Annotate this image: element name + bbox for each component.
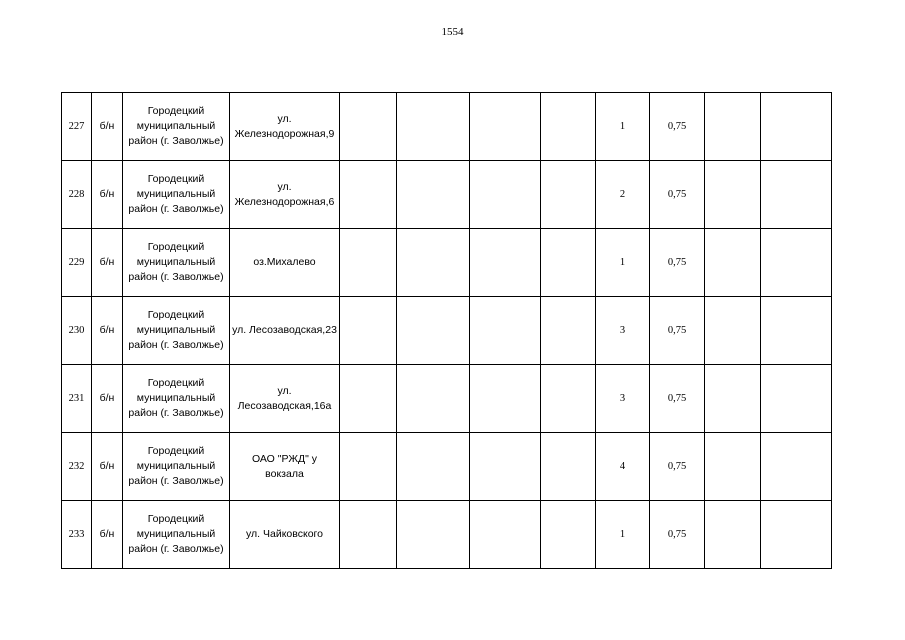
col-8-cell — [541, 297, 596, 365]
col-11-cell — [705, 161, 761, 229]
location-cell: ул. Лесозаводская,23 — [230, 297, 340, 365]
district-cell: Городецкий муниципальный район (г. Заволжье) — [123, 433, 230, 501]
col-5-cell — [340, 93, 397, 161]
volume-cell: 0,75 — [650, 433, 705, 501]
col-8-cell — [541, 93, 596, 161]
col-7-cell — [470, 161, 541, 229]
volume-cell: 0,75 — [650, 161, 705, 229]
count-cell: 3 — [596, 365, 650, 433]
col-7-cell — [470, 501, 541, 569]
cadastral-code-cell: б/н — [92, 433, 123, 501]
volume-cell: 0,75 — [650, 93, 705, 161]
cadastral-code-cell: б/н — [92, 229, 123, 297]
cadastral-code-cell: б/н — [92, 501, 123, 569]
col-6-cell — [397, 93, 470, 161]
cadastral-code-cell: б/н — [92, 365, 123, 433]
row-number-cell: 228 — [62, 161, 92, 229]
count-cell: 1 — [596, 229, 650, 297]
col-12-cell — [761, 501, 832, 569]
col-5-cell — [340, 501, 397, 569]
col-6-cell — [397, 297, 470, 365]
volume-cell: 0,75 — [650, 365, 705, 433]
col-8-cell — [541, 365, 596, 433]
col-12-cell — [761, 161, 832, 229]
col-12-cell — [761, 93, 832, 161]
table-row — [62, 501, 832, 569]
location-cell: ул. Железнодорожная,9 — [230, 93, 340, 161]
row-number-cell: 229 — [62, 229, 92, 297]
col-12-cell — [761, 433, 832, 501]
district-cell: Городецкий муниципальный район (г. Заволжье) — [123, 297, 230, 365]
col-8-cell — [541, 433, 596, 501]
col-5-cell — [340, 161, 397, 229]
location-cell: оз.Михалево — [230, 229, 340, 297]
district-cell: Городецкий муниципальный район (г. Заволжье) — [123, 161, 230, 229]
col-11-cell — [705, 365, 761, 433]
count-cell: 3 — [596, 297, 650, 365]
district-cell: Городецкий муниципальный район (г. Заволжье) — [123, 501, 230, 569]
table-row — [62, 365, 832, 433]
col-7-cell — [470, 297, 541, 365]
row-number-cell: 233 — [62, 501, 92, 569]
registry-table-body — [62, 93, 832, 569]
col-6-cell — [397, 161, 470, 229]
row-number-cell: 231 — [62, 365, 92, 433]
col-11-cell — [705, 229, 761, 297]
col-5-cell — [340, 365, 397, 433]
volume-cell: 0,75 — [650, 297, 705, 365]
col-11-cell — [705, 93, 761, 161]
col-5-cell — [340, 297, 397, 365]
col-7-cell — [470, 365, 541, 433]
count-cell: 1 — [596, 501, 650, 569]
count-cell: 2 — [596, 161, 650, 229]
row-number-cell: 230 — [62, 297, 92, 365]
col-12-cell — [761, 229, 832, 297]
count-cell: 4 — [596, 433, 650, 501]
col-8-cell — [541, 501, 596, 569]
col-8-cell — [541, 229, 596, 297]
volume-cell: 0,75 — [650, 229, 705, 297]
district-cell: Городецкий муниципальный район (г. Заволжье) — [123, 229, 230, 297]
col-6-cell — [397, 433, 470, 501]
table-row — [62, 229, 832, 297]
volume-cell: 0,75 — [650, 501, 705, 569]
registry-table — [61, 92, 832, 569]
col-6-cell — [397, 229, 470, 297]
table-row — [62, 297, 832, 365]
col-11-cell — [705, 297, 761, 365]
col-7-cell — [470, 433, 541, 501]
row-number-cell: 232 — [62, 433, 92, 501]
col-8-cell — [541, 161, 596, 229]
col-7-cell — [470, 93, 541, 161]
page-number: 1554 — [441, 26, 464, 38]
col-6-cell — [397, 365, 470, 433]
cadastral-code-cell: б/н — [92, 297, 123, 365]
location-cell: ул. Лесозаводская,16а — [230, 365, 340, 433]
location-cell: ОАО "РЖД" у вокзала — [230, 433, 340, 501]
row-number-cell: 227 — [62, 93, 92, 161]
cadastral-code-cell: б/н — [92, 93, 123, 161]
location-cell: ул. Чайковского — [230, 501, 340, 569]
col-7-cell — [470, 229, 541, 297]
col-11-cell — [705, 501, 761, 569]
table-row — [62, 433, 832, 501]
cadastral-code-cell: б/н — [92, 161, 123, 229]
table-row — [62, 161, 832, 229]
count-cell: 1 — [596, 93, 650, 161]
col-12-cell — [761, 365, 832, 433]
district-cell: Городецкий муниципальный район (г. Заволжье) — [123, 365, 230, 433]
col-6-cell — [397, 501, 470, 569]
col-5-cell — [340, 433, 397, 501]
col-5-cell — [340, 229, 397, 297]
location-cell: ул. Железнодорожная,6 — [230, 161, 340, 229]
district-cell: Городецкий муниципальный район (г. Заволжье) — [123, 93, 230, 161]
col-11-cell — [705, 433, 761, 501]
col-12-cell — [761, 297, 832, 365]
table-row — [62, 93, 832, 161]
